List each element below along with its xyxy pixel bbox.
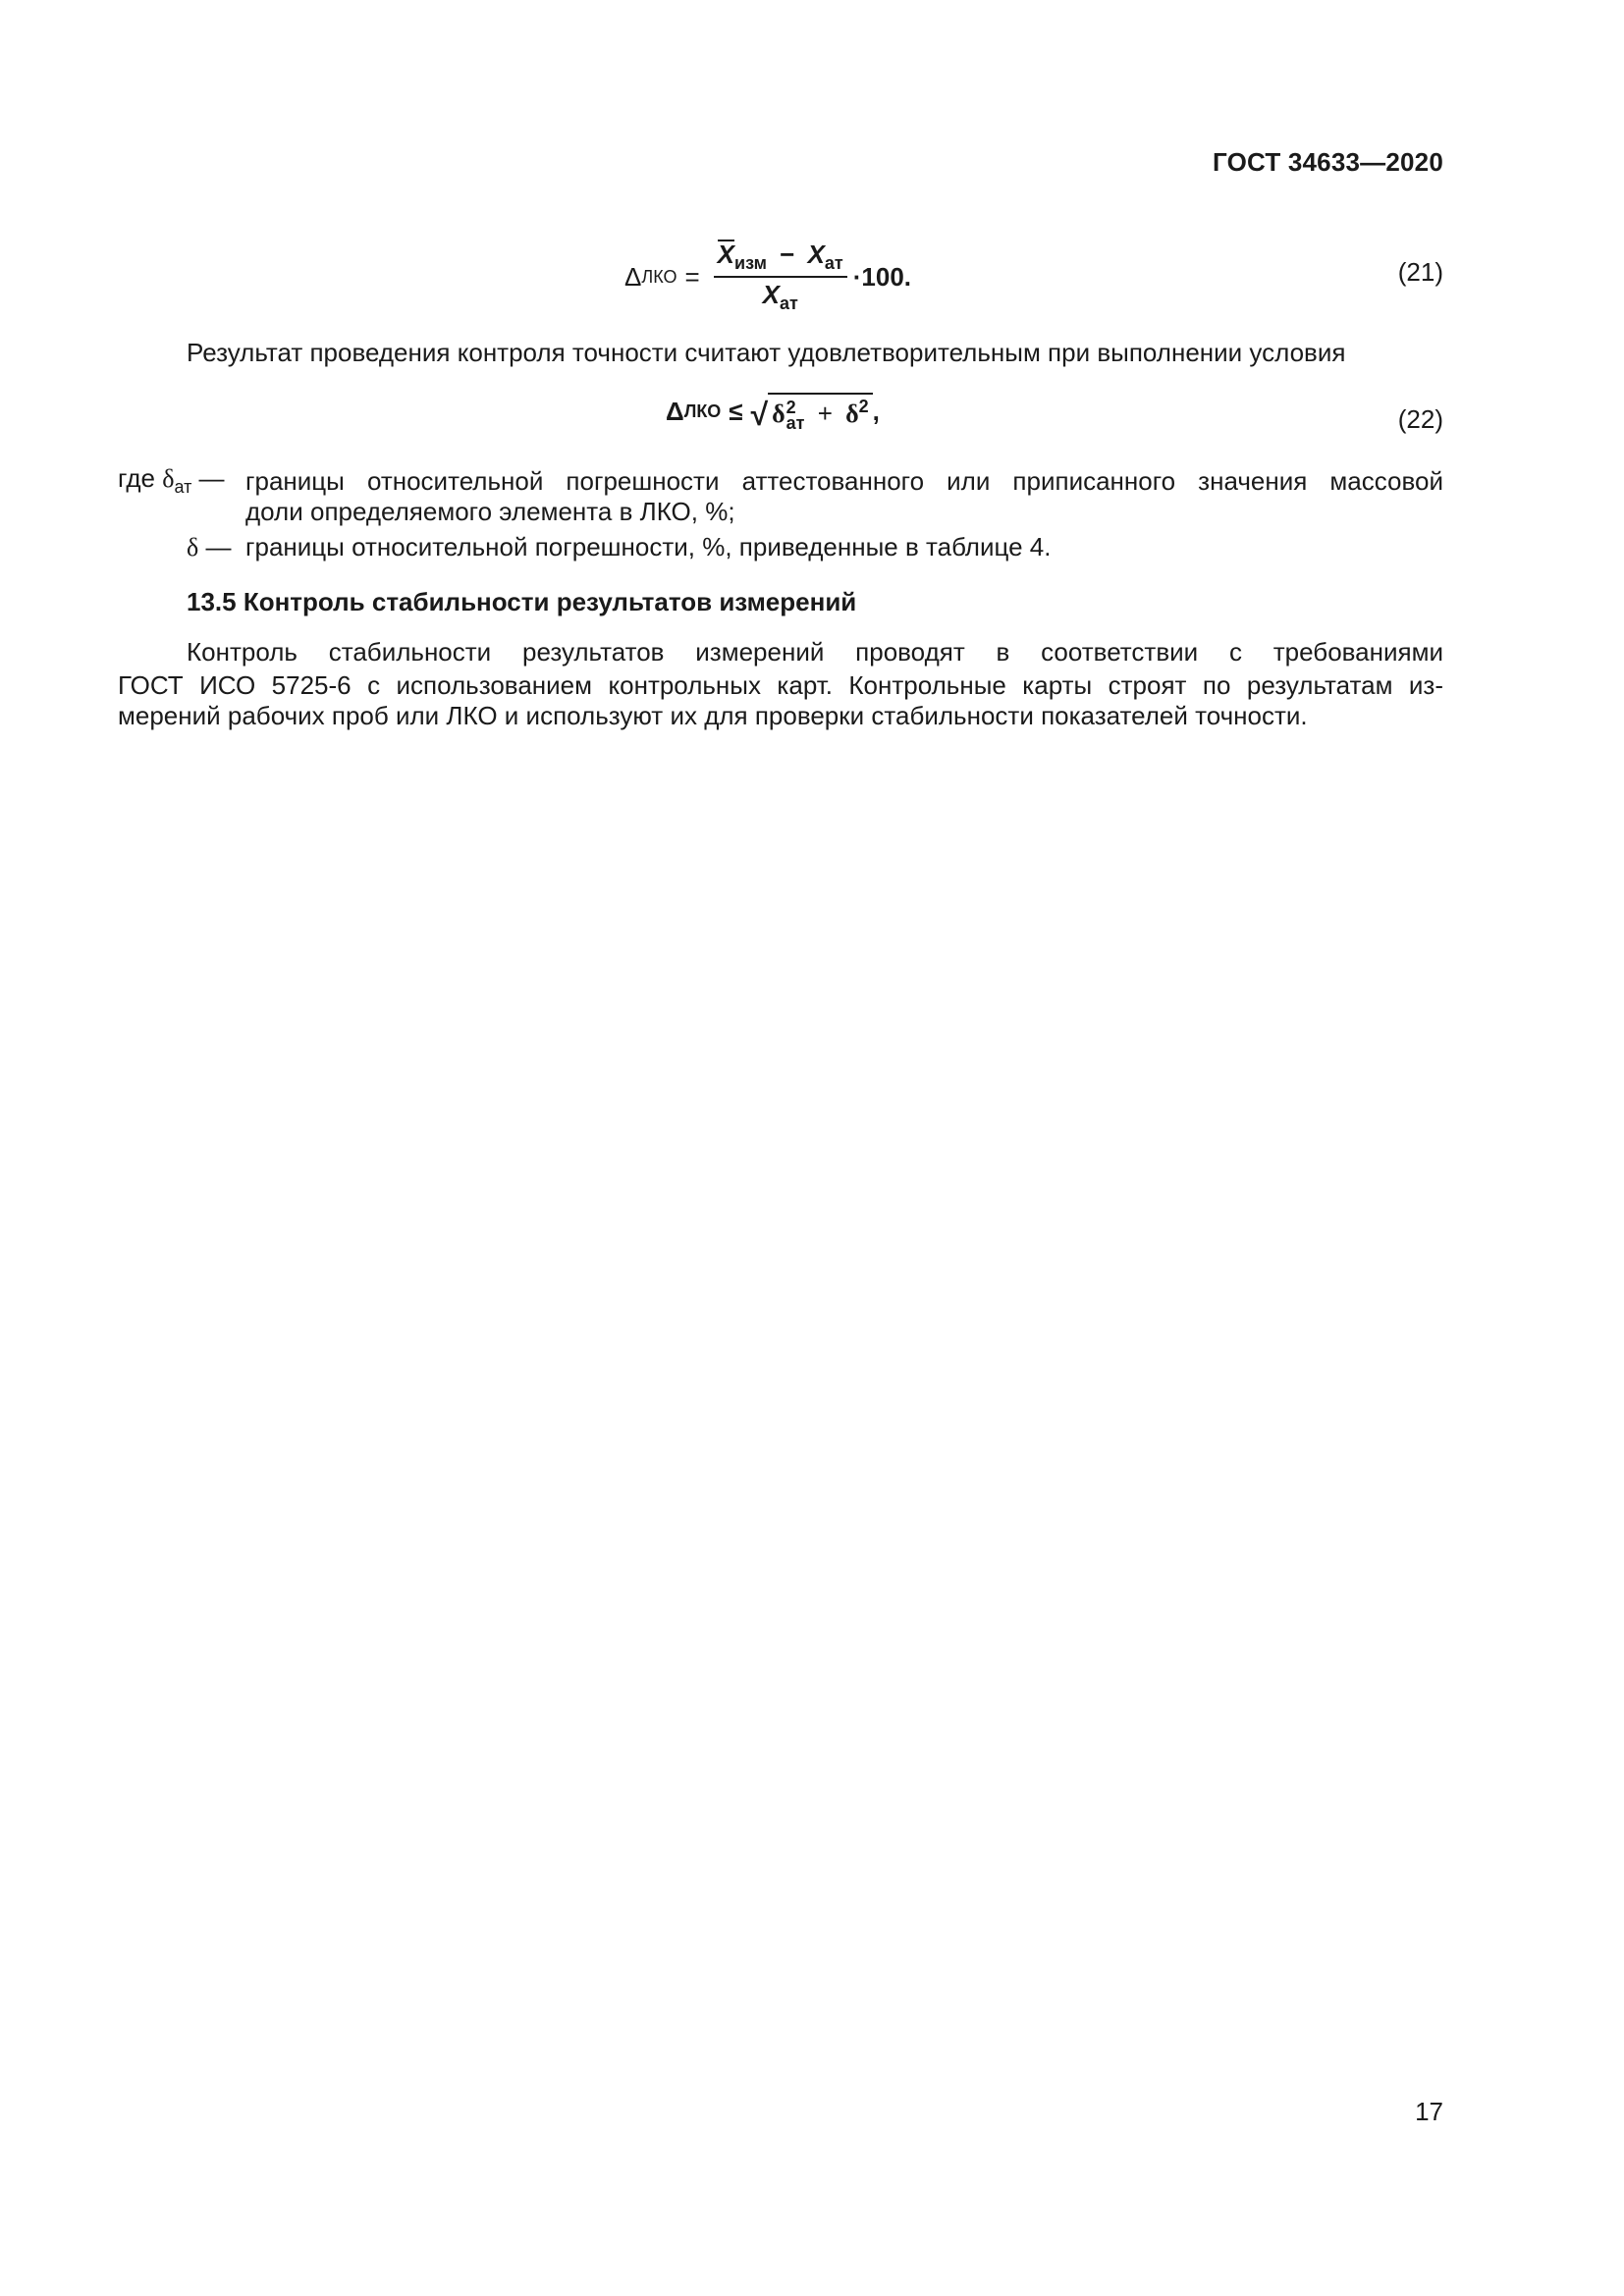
x-certified-den-subscript: ат <box>779 294 798 313</box>
condition-intro-text: Результат проведения контроля точности считают удовлетворительным при выполнении условия <box>187 338 1346 367</box>
delta-certified-sub: ат <box>174 477 192 497</box>
x-certified-symbol: X <box>807 240 825 269</box>
definition-1-line-1: границы относительной погрешности аттестованного или приписанного значения массовой <box>245 466 1443 496</box>
definition-dash: — <box>205 532 232 561</box>
delta-certified-symbol: δ <box>772 400 785 428</box>
less-equal-sign: ≤ <box>729 397 743 427</box>
where-prefix: где <box>118 463 155 493</box>
delta-certified-symbol: δ <box>162 464 175 493</box>
delta-certified-sub: ат <box>785 413 805 434</box>
definition-2: границы относительной погрешности, %, приведенные в таблице 4. <box>245 532 1052 561</box>
delta-2-sup: 2 <box>858 397 869 416</box>
delta-subscript: ЛКО <box>641 266 677 287</box>
script-stack <box>785 398 805 434</box>
page-number: 17 <box>1415 2097 1443 2126</box>
paragraph-line-1: Контроль стабильности результатов измерений проводят в соответствии с требованиями <box>187 637 1443 667</box>
formula-21-tail: ·100. <box>852 261 911 292</box>
definition-dash: — <box>198 463 225 493</box>
fraction <box>714 240 847 314</box>
plus-sign: + <box>817 399 833 428</box>
section-heading: 13.5 Контроль стабильности результатов измерений <box>187 587 857 616</box>
delta-symbol: δ <box>187 533 199 561</box>
radicand <box>768 393 873 434</box>
paragraph-line-2: ГОСТ ИСО 5725-6 с использованием контрольных карт. Контрольные карты строят по результатам из- <box>118 670 1443 700</box>
fraction-denominator <box>763 278 798 314</box>
equation-number-22: (22) <box>1397 404 1443 434</box>
x-certified-subscript: ат <box>824 253 843 273</box>
document-code: ГОСТ 34633—2020 <box>1213 147 1443 177</box>
x-certified-den-symbol: X <box>762 280 780 309</box>
definition-1-line-2: доли определяемого элемента в ЛКО, %; <box>245 497 735 526</box>
root-sign: √ <box>750 397 769 433</box>
delta-certified-sup: 2 <box>785 398 796 418</box>
equals-sign: = <box>684 261 700 292</box>
fraction-numerator <box>714 240 847 278</box>
formula-22 <box>666 393 880 434</box>
delta-definition-label <box>187 532 232 562</box>
delta-symbol: Δ <box>666 397 684 427</box>
equation-number-21: (21) <box>1397 257 1443 287</box>
minus-sign: − <box>780 240 795 269</box>
delta-symbol-2: δ <box>845 400 859 428</box>
formula-21 <box>624 240 911 314</box>
square-root <box>750 393 873 434</box>
delta-symbol: Δ <box>624 261 642 292</box>
delta-subscript: ЛКО <box>683 401 722 422</box>
paragraph-line-3: мерений рабочих проб или ЛКО и используют их для проверки стабильности показателей точности. <box>118 701 1308 730</box>
x-mean-subscript: изм <box>734 253 767 273</box>
x-mean-symbol: X <box>717 240 735 269</box>
formula-22-tail: , <box>872 397 880 427</box>
where-label <box>118 463 225 498</box>
